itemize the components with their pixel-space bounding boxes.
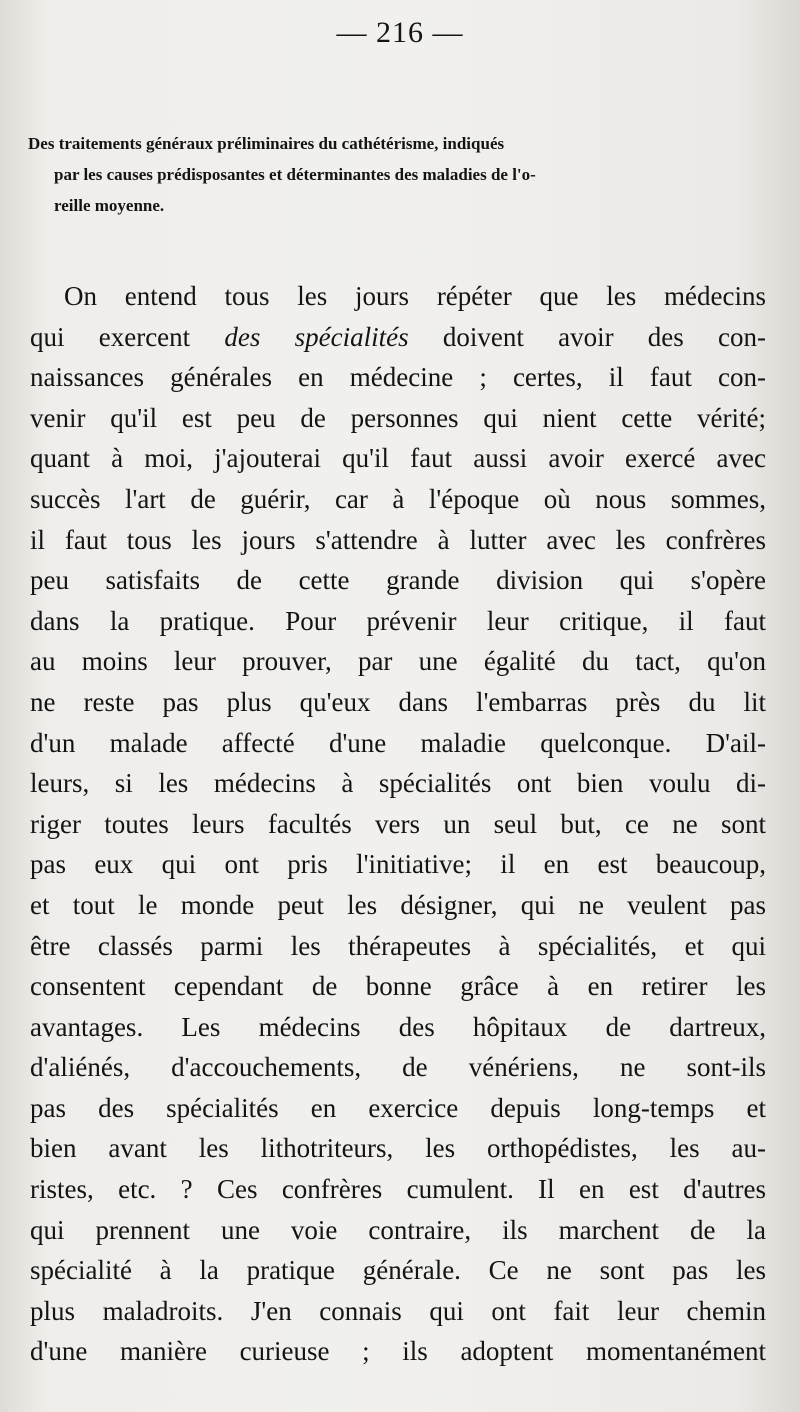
text-line: venir qu'il est peu de personnes qui nient cette vérité; bbox=[30, 402, 766, 433]
text-line: ne reste pas plus qu'eux dans l'embarras près du lit bbox=[30, 686, 766, 717]
text-line: succès l'art de guérir, car à l'époque où nous sommes, bbox=[30, 483, 766, 514]
text-line: ristes, etc. ? Ces confrères cumulent. Il en est d'autres bbox=[30, 1174, 766, 1205]
text-line: qui prennent une voie contraire, ils marchent de la bbox=[30, 1214, 766, 1245]
text-line: riger toutes leurs facultés vers un seul but, ce ne sont bbox=[30, 808, 766, 839]
text-line: d'une manière curieuse ; ils adoptent momentanément bbox=[30, 1336, 766, 1367]
text-line: d'aliénés, d'accouchements, de vénériens, ne sont-ils bbox=[30, 1052, 766, 1083]
text-line: On entend tous les jours répéter que les médecins bbox=[64, 281, 766, 311]
heading-line: reille moyenne. bbox=[54, 196, 165, 215]
heading-line: Des traitements généraux préliminaires du cathétérisme, indiqués bbox=[28, 134, 505, 153]
text-line: être classés parmi les thérapeutes à spécialités, et qui bbox=[30, 930, 766, 961]
text-line: naissances générales en médecine ; certes, il faut con- bbox=[30, 362, 766, 393]
text-segment: qui exercent bbox=[30, 321, 191, 352]
text-line: quant à moi, j'ajouterai qu'il faut aussi avoir exercé avec bbox=[30, 443, 766, 474]
text-line: consentent cependant de bonne grâce à en retirer les bbox=[30, 971, 766, 1002]
section-heading bbox=[28, 128, 768, 221]
text-line: leurs, si les médecins à spécialités ont bien voulu di- bbox=[30, 768, 766, 799]
text-line: au moins leur prouver, par une égalité du tact, qu'on bbox=[30, 646, 766, 677]
text-line: avantages. Les médecins des hôpitaux de dartreux, bbox=[30, 1011, 766, 1042]
text-line bbox=[30, 317, 766, 358]
text-line: il faut tous les jours s'attendre à lutter avec les confrères bbox=[30, 524, 766, 555]
text-line: et tout le monde peut les désigner, qui ne veulent pas bbox=[30, 889, 766, 920]
text-line: bien avant les lithotriteurs, les orthopédistes, les au- bbox=[30, 1133, 766, 1164]
italic-phrase: des spécialités bbox=[224, 321, 409, 352]
text-line: pas des spécialités en exercice depuis long-temps et bbox=[30, 1092, 766, 1123]
text-line: dans la pratique. Pour prévenir leur critique, il faut bbox=[30, 605, 766, 636]
text-line: peu satisfaits de cette grande division qui s'opère bbox=[30, 565, 766, 596]
body-paragraph bbox=[30, 276, 766, 1372]
text-line: pas eux qui ont pris l'initiative; il en est beaucoup, bbox=[30, 849, 766, 880]
page-number: — 216 — bbox=[336, 16, 464, 49]
text-line: spécialité à la pratique générale. Ce ne sont pas les bbox=[30, 1255, 766, 1286]
heading-line: par les causes prédisposantes et déterminantes des maladies de l'o- bbox=[54, 165, 536, 184]
text-line: plus maladroits. J'en connais qui ont fait leur chemin bbox=[30, 1295, 766, 1326]
text-segment: doivent avoir des con- bbox=[442, 321, 767, 352]
text-line: d'un malade affecté d'une maladie quelconque. D'ail- bbox=[30, 727, 766, 758]
